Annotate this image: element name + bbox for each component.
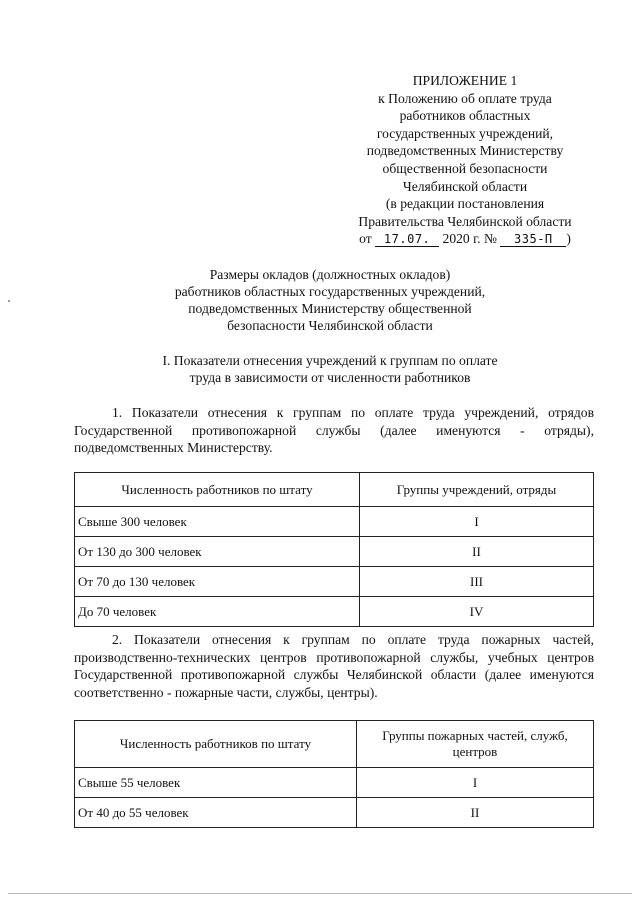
appendix-line: общественной безопасности xyxy=(382,160,548,176)
appendix-line: Правительства Челябинской области xyxy=(358,213,572,229)
table-cell: IV xyxy=(360,597,594,627)
section-line: I. Показатели отнесения учреждений к группам по оплате xyxy=(162,353,498,368)
year-number-label: 2020 г. № xyxy=(442,231,497,247)
paragraph-1-text: 1. Показатели отнесения к группам по оплате труда учреждений, отрядов Государственной противопожарной службы (далее именуются - отряды), подведомственных Министерству. xyxy=(74,405,594,455)
appendix-line: к Положению об оплате труда xyxy=(378,90,552,106)
appendix-line: государственных учреждений, xyxy=(376,125,554,141)
table-cell: I xyxy=(357,768,594,798)
column-header: Численность работников по штату xyxy=(75,721,357,768)
appendix-line: Челябинской области xyxy=(402,178,528,194)
table-fire-unit-groups xyxy=(74,720,594,828)
scan-speck xyxy=(8,300,10,302)
table-row xyxy=(75,507,594,537)
appendix-line: работников областных xyxy=(399,108,531,124)
paragraph-2 xyxy=(74,631,594,701)
paragraph-2-text: 2. Показатели отнесения к группам по оплате труда пожарных частей, производственно-технических центров противопожарной службы, учебных центров Государственной противопожарной службы Челябинской области (далее именуются соответственно - пожарные части, службы, центры). xyxy=(74,632,594,700)
column-header: Численность работников по штату xyxy=(75,473,360,507)
table-row xyxy=(75,567,594,597)
title-line: безопасности Челябинской области xyxy=(227,318,433,333)
column-header: Группы пожарных частей, служб, центров xyxy=(357,721,594,768)
resolution-number-value: 335-П xyxy=(514,232,553,247)
column-header: Группы учреждений, отряды xyxy=(360,473,594,507)
resolution-date-line xyxy=(359,230,571,248)
table-row xyxy=(75,597,594,627)
table-cell: III xyxy=(360,567,594,597)
resolution-number xyxy=(500,232,566,247)
table-cell: До 70 человек xyxy=(75,597,360,627)
table-row xyxy=(75,768,594,798)
document-title xyxy=(120,266,540,334)
table-cell: От 130 до 300 человек xyxy=(75,537,360,567)
section-line: труда в зависимости от численности работников xyxy=(189,370,471,385)
table-header-row xyxy=(75,473,594,507)
table-row xyxy=(75,798,594,828)
title-line: подведомственных Министерству общественной xyxy=(188,301,472,316)
appendix-line: (в редакции постановления xyxy=(385,196,545,212)
table-institution-groups xyxy=(74,472,594,627)
close-paren: ) xyxy=(566,231,571,247)
resolution-date xyxy=(375,232,439,247)
appendix-line: ПРИЛОЖЕНИЕ 1 xyxy=(412,73,518,88)
table-row xyxy=(75,537,594,567)
appendix-header xyxy=(330,72,600,248)
table-cell: От 40 до 55 человек xyxy=(75,798,357,828)
appendix-line: подведомственных Министерству xyxy=(366,143,564,159)
table-cell: Свыше 300 человек xyxy=(75,507,360,537)
table-cell: Свыше 55 человек xyxy=(75,768,357,798)
section-heading xyxy=(120,352,540,386)
table-cell: II xyxy=(357,798,594,828)
title-line: работников областных государственных учреждений, xyxy=(174,284,486,299)
table-cell: I xyxy=(360,507,594,537)
table-cell: От 70 до 130 человек xyxy=(75,567,360,597)
from-label: от xyxy=(359,231,372,247)
page-bottom-rule xyxy=(8,893,632,894)
paragraph-1 xyxy=(74,404,594,457)
resolution-date-value: 17.07. xyxy=(383,232,431,247)
table-header-row xyxy=(75,721,594,768)
table-cell: II xyxy=(360,537,594,567)
title-line: Размеры окладов (должностных окладов) xyxy=(209,267,451,282)
